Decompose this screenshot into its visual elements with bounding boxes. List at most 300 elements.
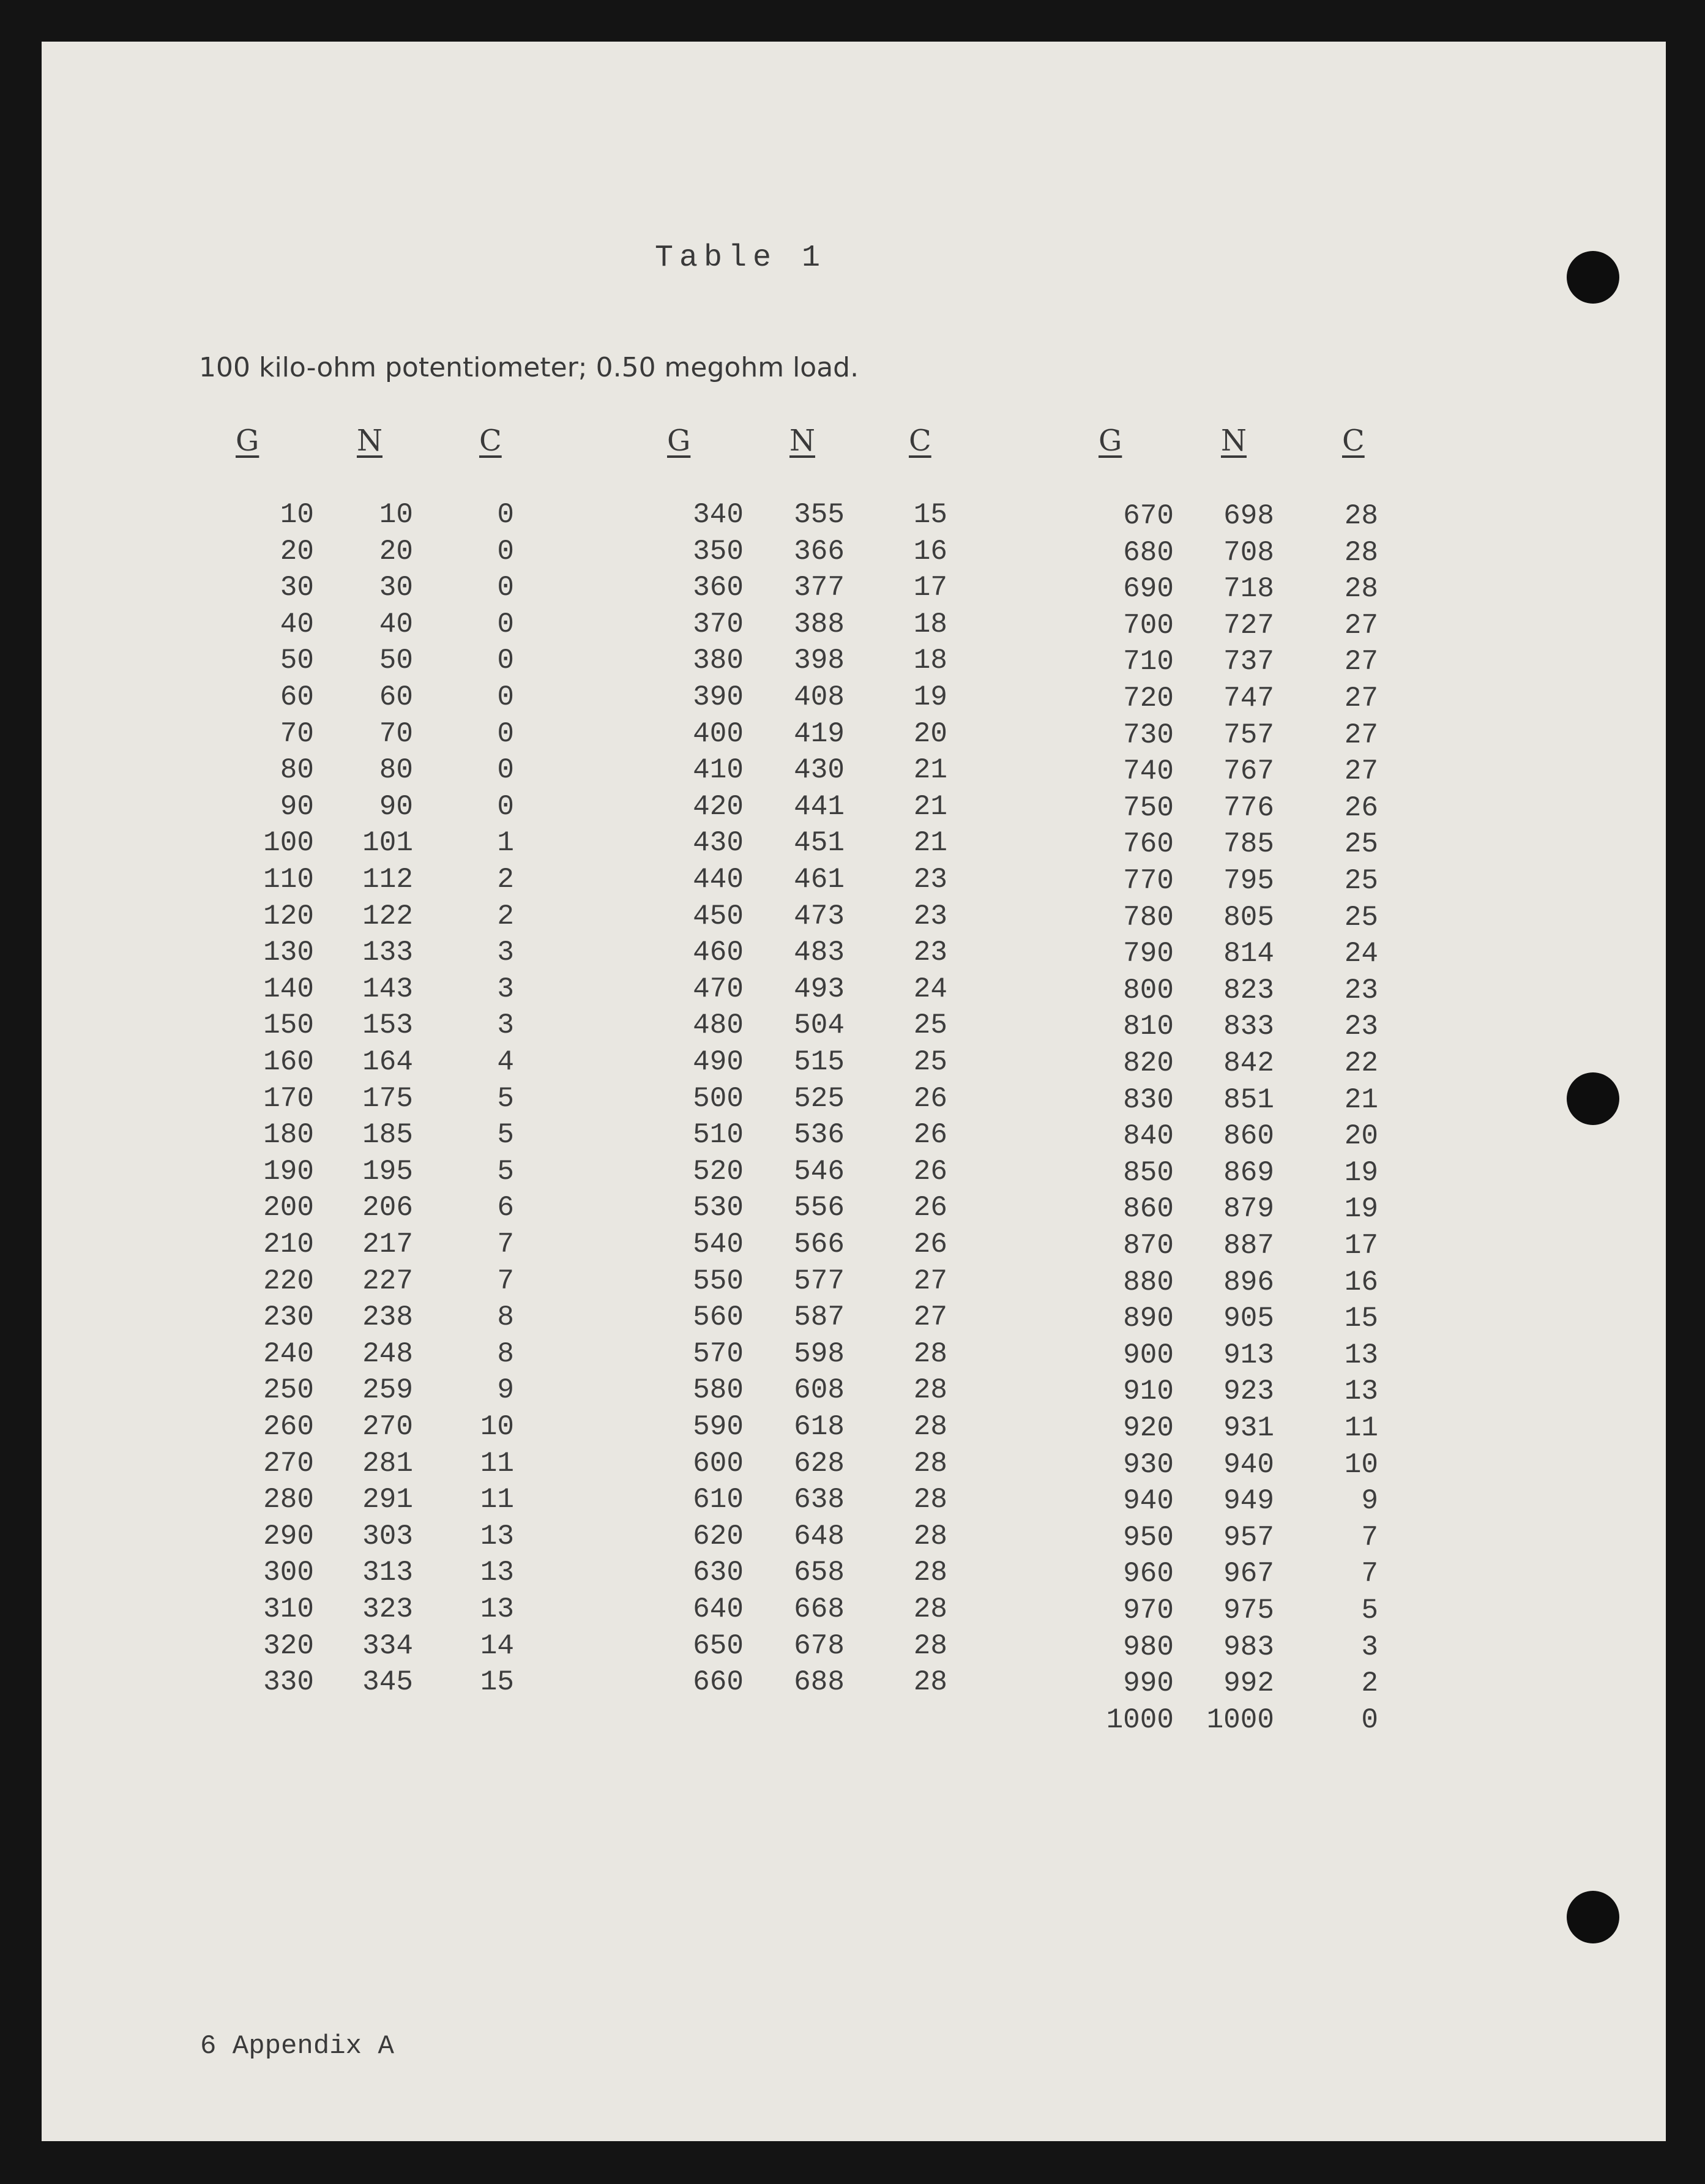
table-cell-g: 510 — [693, 1119, 744, 1151]
table-cell-g: 130 — [263, 937, 314, 969]
table-cell-c: 0 — [497, 681, 514, 713]
table-cell-n: 323 — [362, 1593, 413, 1625]
page-title: Table 1 — [655, 241, 827, 275]
table-cell-n: 122 — [362, 900, 413, 932]
table-cell-n: 30 — [379, 572, 413, 604]
table-cell-g: 790 — [1123, 938, 1174, 970]
table-cell-g: 620 — [693, 1520, 744, 1552]
table-cell-c: 0 — [497, 717, 514, 750]
table-cell-g: 110 — [263, 864, 314, 896]
table-cell-n: 983 — [1223, 1631, 1274, 1663]
table-cell-c: 24 — [1344, 938, 1378, 970]
table-cell-c: 16 — [1344, 1266, 1378, 1298]
table-cell-g: 490 — [693, 1046, 744, 1078]
table-cell-n: 648 — [794, 1520, 845, 1552]
column-header-g: G — [1099, 424, 1122, 458]
table-cell-n: 805 — [1223, 901, 1274, 933]
table-cell-g: 880 — [1123, 1266, 1174, 1298]
table-cell-c: 27 — [1344, 646, 1378, 678]
table-cell-n: 638 — [794, 1484, 845, 1516]
table-cell-g: 140 — [263, 973, 314, 1005]
table-cell-c: 27 — [1344, 719, 1378, 751]
table-cell-c: 28 — [1344, 500, 1378, 532]
table-cell-n: 688 — [794, 1666, 845, 1699]
table-caption: 100 kilo-ohm potentiometer; 0.50 megohm load. — [199, 352, 859, 383]
table-cell-c: 0 — [497, 754, 514, 787]
table-cell-g: 180 — [263, 1119, 314, 1151]
table-cell-c: 3 — [497, 937, 514, 969]
table-cell-c: 1 — [497, 827, 514, 859]
table-cell-g: 350 — [693, 535, 744, 567]
column-header-n: N — [1221, 424, 1247, 458]
table-cell-g: 630 — [693, 1557, 744, 1589]
table-cell-c: 26 — [913, 1228, 947, 1260]
table-cell-n: 313 — [362, 1557, 413, 1589]
table-cell-g: 860 — [1123, 1193, 1174, 1225]
table-cell-g: 910 — [1123, 1375, 1174, 1408]
table-cell-n: 40 — [379, 608, 413, 640]
table-cell-g: 950 — [1123, 1521, 1174, 1554]
table-cell-c: 9 — [497, 1374, 514, 1407]
column-header-c: C — [909, 424, 931, 458]
table-cell-n: 931 — [1223, 1412, 1274, 1444]
table-cell-c: 25 — [913, 1009, 947, 1042]
table-cell-n: 10 — [379, 499, 413, 531]
table-cell-c: 0 — [497, 645, 514, 677]
table-cell-c: 0 — [497, 572, 514, 604]
table-cell-c: 14 — [480, 1629, 514, 1662]
table-cell-g: 170 — [263, 1082, 314, 1115]
table-cell-c: 0 — [497, 608, 514, 640]
table-cell-c: 13 — [480, 1520, 514, 1552]
table-cell-g: 60 — [280, 681, 314, 713]
table-cell-n: 851 — [1223, 1083, 1274, 1116]
table-cell-c: 11 — [1344, 1412, 1378, 1444]
table-cell-n: 747 — [1223, 682, 1274, 714]
table-cell-n: 992 — [1223, 1667, 1274, 1700]
table-cell-c: 4 — [497, 1046, 514, 1078]
table-cell-g: 680 — [1123, 536, 1174, 569]
table-cell-c: 25 — [1344, 901, 1378, 933]
table-cell-n: 504 — [794, 1009, 845, 1042]
table-cell-g: 450 — [693, 900, 744, 932]
table-cell-c: 21 — [913, 754, 947, 787]
table-cell-n: 556 — [794, 1192, 845, 1224]
table-cell-g: 30 — [280, 572, 314, 604]
table-cell-c: 11 — [480, 1447, 514, 1479]
table-cell-n: 195 — [362, 1155, 413, 1187]
table-cell-c: 21 — [913, 790, 947, 823]
table-cell-g: 50 — [280, 645, 314, 677]
table-cell-n: 957 — [1223, 1521, 1274, 1554]
table-cell-n: 923 — [1223, 1375, 1274, 1408]
table-cell-c: 0 — [497, 790, 514, 823]
table-cell-n: 238 — [362, 1301, 413, 1334]
table-cell-n: 227 — [362, 1265, 413, 1297]
table-cell-g: 820 — [1123, 1047, 1174, 1079]
column-header-g: G — [667, 424, 691, 458]
table-cell-n: 164 — [362, 1046, 413, 1078]
column-header-n: N — [357, 424, 382, 458]
table-cell-g: 150 — [263, 1009, 314, 1042]
table-cell-n: 90 — [379, 790, 413, 823]
table-cell-g: 780 — [1123, 901, 1174, 933]
table-cell-n: 658 — [794, 1557, 845, 1589]
table-cell-g: 650 — [693, 1629, 744, 1662]
table-cell-g: 200 — [263, 1192, 314, 1224]
table-cell-n: 785 — [1223, 828, 1274, 861]
table-cell-g: 390 — [693, 681, 744, 713]
table-cell-g: 280 — [263, 1484, 314, 1516]
table-cell-g: 970 — [1123, 1595, 1174, 1626]
table-cell-c: 0 — [1361, 1703, 1378, 1736]
column-header-c: C — [1342, 424, 1365, 458]
table-cell-c: 15 — [1344, 1303, 1378, 1335]
table-cell-c: 10 — [1344, 1448, 1378, 1481]
column-header-c: C — [479, 424, 502, 458]
table-cell-g: 90 — [280, 790, 314, 823]
table-cell-g: 900 — [1123, 1339, 1174, 1371]
table-cell-c: 26 — [1344, 791, 1378, 824]
table-cell-g: 560 — [693, 1301, 744, 1334]
table-cell-g: 720 — [1123, 682, 1174, 714]
table-cell-n: 896 — [1223, 1266, 1274, 1298]
table-cell-c: 23 — [913, 937, 947, 969]
table-cell-g: 240 — [263, 1337, 314, 1370]
table-cell-c: 24 — [913, 973, 947, 1005]
table-cell-g: 250 — [263, 1374, 314, 1407]
table-cell-n: 185 — [362, 1119, 413, 1151]
table-cell-c: 5 — [1361, 1595, 1378, 1626]
table-cell-g: 10 — [280, 499, 314, 531]
table-cell-c: 25 — [1344, 828, 1378, 861]
table-cell-n: 473 — [794, 900, 845, 932]
table-cell-c: 7 — [1361, 1558, 1378, 1590]
table-cell-g: 120 — [263, 900, 314, 932]
table-cell-g: 500 — [693, 1082, 744, 1115]
table-cell-n: 608 — [794, 1374, 845, 1407]
table-cell-n: 678 — [794, 1629, 845, 1662]
table-cell-g: 540 — [693, 1228, 744, 1260]
table-cell-g: 520 — [693, 1155, 744, 1187]
column-header-g: G — [236, 424, 259, 458]
table-cell-g: 660 — [693, 1666, 744, 1699]
table-cell-g: 990 — [1123, 1667, 1174, 1700]
table-cell-c: 17 — [913, 572, 947, 604]
table-cell-g: 70 — [280, 717, 314, 750]
table-cell-c: 16 — [913, 535, 947, 567]
table-cell-n: 795 — [1223, 865, 1274, 897]
table-cell-c: 2 — [497, 864, 514, 896]
table-cell-n: 869 — [1223, 1156, 1274, 1189]
table-cell-c: 28 — [913, 1484, 947, 1516]
table-cell-n: 842 — [1223, 1047, 1274, 1079]
table-cell-c: 13 — [1344, 1375, 1378, 1408]
table-cell-n: 101 — [362, 827, 413, 859]
table-cell-n: 546 — [794, 1155, 845, 1187]
table-cell-c: 11 — [480, 1484, 514, 1516]
table-cell-n: 175 — [362, 1082, 413, 1115]
table-cell-n: 206 — [362, 1192, 413, 1224]
table-cell-n: 949 — [1223, 1485, 1274, 1517]
table-cell-c: 13 — [480, 1593, 514, 1625]
table-cell-n: 887 — [1223, 1230, 1274, 1262]
table-cell-n: 217 — [362, 1228, 413, 1260]
table-cell-n: 708 — [1223, 536, 1274, 569]
table-cell-n: 143 — [362, 973, 413, 1005]
table-cell-n: 248 — [362, 1337, 413, 1370]
table-cell-c: 7 — [497, 1265, 514, 1297]
table-cell-n: 757 — [1223, 719, 1274, 751]
table-cell-c: 17 — [1344, 1230, 1378, 1262]
table-cell-n: 461 — [794, 864, 845, 896]
table-cell-g: 430 — [693, 827, 744, 859]
table-cell-g: 260 — [263, 1411, 314, 1443]
table-cell-n: 291 — [362, 1484, 413, 1516]
table-cell-g: 810 — [1123, 1011, 1174, 1043]
table-cell-g: 290 — [263, 1520, 314, 1552]
table-cell-n: 50 — [379, 645, 413, 677]
page-footer: 6 Appendix A — [200, 2031, 394, 2062]
table-cell-g: 80 — [280, 754, 314, 787]
table-cell-c: 18 — [913, 645, 947, 677]
table-cell-g: 690 — [1123, 573, 1174, 605]
table-cell-g: 610 — [693, 1484, 744, 1516]
table-cell-g: 20 — [280, 535, 314, 567]
table-cell-n: 515 — [794, 1046, 845, 1078]
table-cell-c: 28 — [1344, 573, 1378, 605]
table-cell-c: 5 — [497, 1155, 514, 1187]
table-cell-c: 26 — [913, 1119, 947, 1151]
table-cell-n: 259 — [362, 1374, 413, 1407]
table-cell-g: 40 — [280, 608, 314, 640]
table-cell-g: 370 — [693, 608, 744, 640]
table-cell-n: 345 — [362, 1666, 413, 1699]
table-cell-n: 153 — [362, 1009, 413, 1042]
table-cell-g: 920 — [1123, 1412, 1174, 1444]
table-cell-c: 27 — [1344, 755, 1378, 788]
table-cell-c: 8 — [497, 1337, 514, 1370]
table-cell-g: 210 — [263, 1228, 314, 1260]
table-cell-g: 730 — [1123, 719, 1174, 751]
table-cell-c: 19 — [913, 681, 947, 713]
table-cell-c: 28 — [913, 1629, 947, 1662]
table-cell-c: 5 — [497, 1082, 514, 1115]
table-cell-n: 536 — [794, 1119, 845, 1151]
table-cell-g: 530 — [693, 1192, 744, 1224]
table-cell-c: 3 — [497, 973, 514, 1005]
table-cell-c: 19 — [1344, 1193, 1378, 1225]
table-cell-c: 7 — [1361, 1521, 1378, 1554]
table-cell-n: 967 — [1223, 1558, 1274, 1590]
punch-hole-bottom — [1567, 1891, 1619, 1943]
table-cell-g: 100 — [263, 827, 314, 859]
table-cell-n: 388 — [794, 608, 845, 640]
table-cell-g: 850 — [1123, 1156, 1174, 1189]
table-cell-g: 460 — [693, 937, 744, 969]
table-cell-c: 27 — [1344, 682, 1378, 714]
table-cell-n: 493 — [794, 973, 845, 1005]
table-cell-n: 377 — [794, 572, 845, 604]
table-cell-c: 9 — [1361, 1485, 1378, 1517]
table-cell-n: 483 — [794, 937, 845, 969]
table-cell-n: 975 — [1223, 1595, 1274, 1626]
table-cell-c: 13 — [480, 1557, 514, 1589]
table-cell-c: 5 — [497, 1119, 514, 1151]
table-cell-g: 840 — [1123, 1120, 1174, 1153]
table-cell-g: 980 — [1123, 1631, 1174, 1663]
table-cell-n: 814 — [1223, 938, 1274, 970]
table-cell-c: 21 — [913, 827, 947, 859]
table-cell-g: 830 — [1123, 1083, 1174, 1116]
table-cell-g: 550 — [693, 1265, 744, 1297]
table-cell-n: 441 — [794, 790, 845, 823]
table-cell-n: 767 — [1223, 755, 1274, 788]
table-cell-g: 220 — [263, 1265, 314, 1297]
table-cell-n: 1000 — [1206, 1703, 1274, 1736]
table-cell-c: 3 — [497, 1009, 514, 1042]
table-cell-c: 2 — [497, 900, 514, 932]
table-cell-n: 587 — [794, 1301, 845, 1334]
table-cell-n: 270 — [362, 1411, 413, 1443]
table-cell-n: 668 — [794, 1593, 845, 1625]
table-cell-g: 300 — [263, 1557, 314, 1589]
table-cell-c: 20 — [1344, 1120, 1378, 1153]
table-cell-n: 451 — [794, 827, 845, 859]
table-cell-n: 566 — [794, 1228, 845, 1260]
table-cell-n: 398 — [794, 645, 845, 677]
table-cell-g: 340 — [693, 499, 744, 531]
table-cell-c: 28 — [913, 1557, 947, 1589]
table-cell-c: 6 — [497, 1192, 514, 1224]
table-cell-g: 410 — [693, 754, 744, 787]
table-cell-g: 870 — [1123, 1230, 1174, 1262]
table-cell-c: 27 — [913, 1301, 947, 1334]
table-cell-n: 913 — [1223, 1339, 1274, 1371]
table-cell-n: 776 — [1223, 791, 1274, 824]
table-cell-c: 8 — [497, 1301, 514, 1334]
table-cell-n: 940 — [1223, 1448, 1274, 1481]
table-cell-c: 28 — [913, 1447, 947, 1479]
table-cell-g: 310 — [263, 1593, 314, 1625]
table-cell-c: 7 — [497, 1228, 514, 1260]
table-cell-c: 3 — [1361, 1631, 1378, 1663]
table-cell-g: 160 — [263, 1046, 314, 1078]
table-cell-n: 905 — [1223, 1303, 1274, 1335]
table-cell-c: 28 — [913, 1593, 947, 1625]
table-cell-c: 28 — [1344, 536, 1378, 569]
table-cell-c: 18 — [913, 608, 947, 640]
table-cell-g: 380 — [693, 645, 744, 677]
table-cell-n: 879 — [1223, 1193, 1274, 1225]
table-cell-g: 890 — [1123, 1303, 1174, 1335]
table-cell-g: 600 — [693, 1447, 744, 1479]
table-cell-g: 750 — [1123, 791, 1174, 824]
table-cell-c: 27 — [1344, 609, 1378, 641]
table-cell-g: 470 — [693, 973, 744, 1005]
table-cell-n: 60 — [379, 681, 413, 713]
table-cell-n: 598 — [794, 1337, 845, 1370]
table-cell-c: 22 — [1344, 1047, 1378, 1079]
table-cell-n: 419 — [794, 717, 845, 750]
table-cell-c: 26 — [913, 1082, 947, 1115]
table-cell-n: 737 — [1223, 646, 1274, 678]
table-cell-g: 640 — [693, 1593, 744, 1625]
table-cell-c: 28 — [913, 1374, 947, 1407]
table-cell-n: 823 — [1223, 974, 1274, 1006]
table-cell-g: 440 — [693, 864, 744, 896]
table-cell-c: 23 — [1344, 1011, 1378, 1043]
column-header-n: N — [789, 424, 815, 458]
table-cell-g: 320 — [263, 1629, 314, 1662]
table-cell-c: 25 — [1344, 865, 1378, 897]
table-cell-g: 190 — [263, 1155, 314, 1187]
table-cell-g: 740 — [1123, 755, 1174, 788]
table-cell-g: 330 — [263, 1666, 314, 1699]
table-cell-c: 19 — [1344, 1156, 1378, 1189]
table-cell-n: 20 — [379, 535, 413, 567]
table-cell-n: 112 — [362, 864, 413, 896]
table-cell-g: 270 — [263, 1447, 314, 1479]
table-cell-c: 28 — [913, 1411, 947, 1443]
table-cell-n: 408 — [794, 681, 845, 713]
table-cell-g: 670 — [1123, 500, 1174, 532]
table-cell-g: 940 — [1123, 1485, 1174, 1517]
table-cell-g: 480 — [693, 1009, 744, 1042]
table-cell-n: 727 — [1223, 609, 1274, 641]
table-cell-c: 13 — [1344, 1339, 1378, 1371]
table-cell-c: 23 — [913, 864, 947, 896]
table-cell-c: 0 — [497, 499, 514, 531]
table-cell-c: 21 — [1344, 1083, 1378, 1116]
table-cell-g: 360 — [693, 572, 744, 604]
table-cell-g: 800 — [1123, 974, 1174, 1006]
table-cell-n: 833 — [1223, 1011, 1274, 1043]
table-cell-c: 28 — [913, 1520, 947, 1552]
table-cell-n: 133 — [362, 937, 413, 969]
table-cell-n: 430 — [794, 754, 845, 787]
table-cell-g: 760 — [1123, 828, 1174, 861]
table-cell-c: 26 — [913, 1155, 947, 1187]
table-cell-g: 400 — [693, 717, 744, 750]
table-cell-n: 860 — [1223, 1120, 1274, 1153]
table-cell-g: 580 — [693, 1374, 744, 1407]
table-cell-c: 15 — [913, 499, 947, 531]
table-cell-n: 334 — [362, 1629, 413, 1662]
table-cell-n: 303 — [362, 1520, 413, 1552]
table-cell-n: 718 — [1223, 573, 1274, 605]
table-cell-g: 1000 — [1106, 1703, 1174, 1736]
table-cell-g: 770 — [1123, 865, 1174, 897]
table-cell-g: 700 — [1123, 609, 1174, 641]
table-cell-n: 281 — [362, 1447, 413, 1479]
table-cell-c: 15 — [480, 1666, 514, 1699]
table-cell-c: 26 — [913, 1192, 947, 1224]
table-cell-g: 590 — [693, 1411, 744, 1443]
table-cell-c: 28 — [913, 1666, 947, 1699]
table-cell-c: 25 — [913, 1046, 947, 1078]
table-cell-c: 23 — [1344, 974, 1378, 1006]
table-cell-g: 960 — [1123, 1558, 1174, 1590]
table-cell-n: 698 — [1223, 500, 1274, 532]
table-cell-n: 366 — [794, 535, 845, 567]
table-cell-g: 710 — [1123, 646, 1174, 678]
table-cell-n: 70 — [379, 717, 413, 750]
table-cell-c: 28 — [913, 1337, 947, 1370]
table-cell-c: 23 — [913, 900, 947, 932]
table-cell-c: 10 — [480, 1411, 514, 1443]
table-cell-n: 525 — [794, 1082, 845, 1115]
